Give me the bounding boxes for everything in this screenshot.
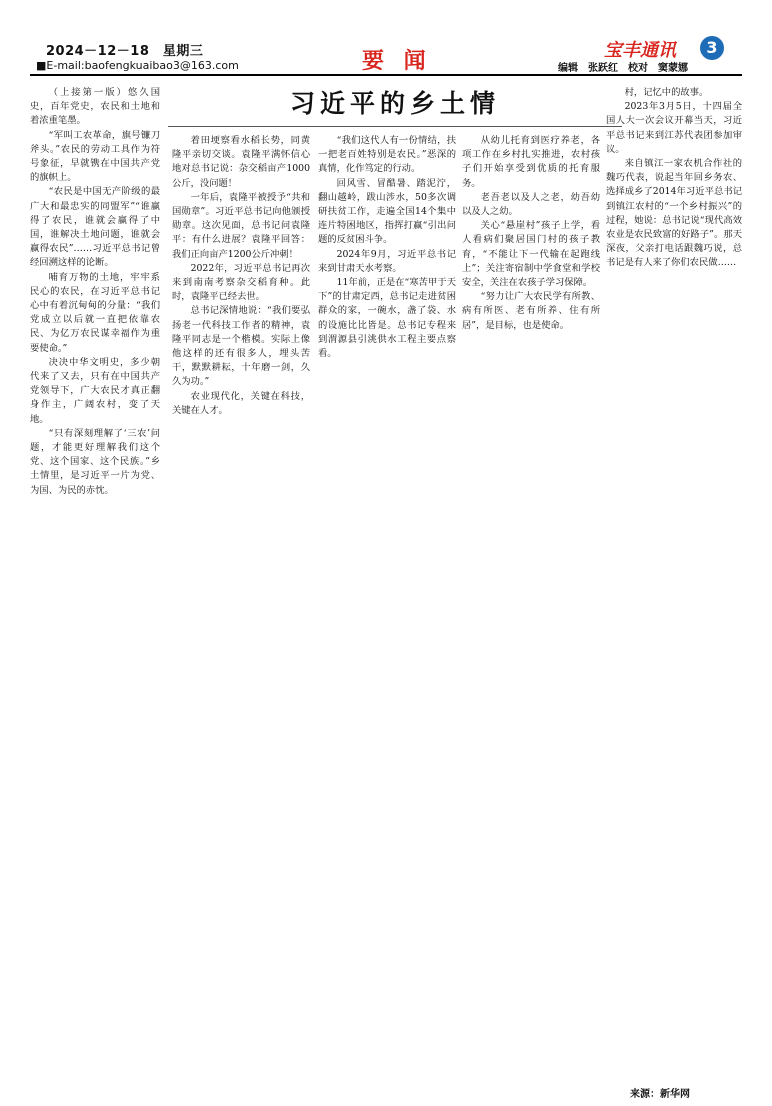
article-paragraph: 总书记深情地说：“我们要弘扬老一代科技工作者的精神，袁隆平同志是一个楷模。实际上像他这样的还有很多人，埋头苦干，默默耕耘，十年磨一剑，久久为功。” [172,305,310,388]
article-paragraph: 哺育万物的土地，牢牢系民心的农民，在习近平总书记心中有着沉甸甸的分量：“我们党成立以后就一直把依靠农民、为亿万农民谋幸福作为重要使命。” [30,271,160,354]
page-number-badge: 3 [700,36,724,60]
section-title: 要 闻 [362,48,432,74]
article-paragraph: “努力让广大农民学有所教、病有所医、老有所养、住有所居”，是目标，也是使命。 [462,291,600,331]
article-title: 习近平的乡土情 [289,89,500,118]
article-paragraph: “军叫工农革命，旗号镰刀斧头。”农民的劳动工具作为符号象征，早就镌在中国共产党的旗帜上。 [30,129,160,184]
article-paragraph: 一年后，袁隆平被授予“共和国勋章”。习近平总书记向他颁授勋章。这次见面，总书记问袁隆平：有什么进展？袁隆平回答：我们正向亩产1200公斤冲刺！ [172,191,310,260]
article-paragraph: 决决中华文明史，多少朝代来了又去，只有在中国共产党领导下，广大农民才真正翻身作主，广阔农村，变了天地。 [30,356,160,425]
article-paragraph: “农民是中国无产阶级的最广大和最忠实的同盟军”“谁赢得了农民，谁就会赢得了中国，谁解决土地问题，谁就会赢得农民”……习近平总书记曾经回溯这样的论断。 [30,186,160,269]
article-paragraph: （上接第一版）悠久国史，百年党史，农民和土地和着浓重笔墨。 [30,87,160,127]
article-paragraph: 着田埂察看水稻长势，同黄隆平亲切交谈。袁隆平满怀信心地对总书记说：杂交稻亩产1000公斤，没问题！ [172,135,310,189]
contact-email: ■E-mail:baofengkuaibao3@163.com [36,59,239,72]
article-column-2 [172,134,310,1081]
article-paragraph: 从幼儿托育到医疗养老，各项工作在乡村扎实推进，农村孩子们开始享受到优质的托育服务。 [462,135,600,189]
article-paragraph: “只有深刻理解了‘三农’问题，才能更好理解我们这个党、这个国家、这个民族。”乡土情里，是习近平一片为党、为国、为民的赤忱。 [30,427,160,496]
editor-credits: 编辑 张跃红 校对 窦蒙娜 [558,63,688,74]
article-column-1 [30,86,160,1081]
article-paragraph: 关心“悬崖村”孩子上学，看人看病们聚居国门村的孩子教育，“不能让下一代输在起跑线上”；关注寄宿制中学食堂和学校安全，关注在农孩子学习保障。 [462,220,600,289]
article-paragraph: 2023年3月5日，十四届全国人大一次会议开幕当天，习近平总书记来到江苏代表团参加审议。 [606,101,742,155]
article-paragraph: “我们这代人有一份情结，扶一把老百姓特别是农民。”恶深的真情，化作笃定的行动。 [318,135,456,175]
page-header [30,34,742,74]
article-paragraph: 回风雪、冒酷暑、踏泥泞，翻山越岭，跋山涉水，50多次调研扶贫工作，走遍全国14个集中连片特困地区，指挥打赢“引出问题的反贫困斗争。 [318,177,456,246]
article-paragraph: 2024年9月，习近平总书记来到甘肃天水考察。 [318,248,456,274]
article-paragraph: 2022年，习近平总书记再次来到南南考察杂交稻育种。此时，袁隆平已经去世。 [172,262,310,303]
article-column-5 [606,86,742,1081]
article-paragraph: 11年前，正是在“寒苦甲于天下”的甘肃定西，总书记走进贫困群众的家，一碗水，盏了袋、水的设施比比皆是。总书记专程来到渭源县引洮供水工程主要点察看。 [318,277,456,360]
article-column-3 [318,134,456,1081]
header-rule [30,74,742,76]
title-underline [168,126,622,127]
article-column-4 [462,134,600,1081]
newspaper-logo: 宝丰通讯 [604,40,676,61]
article-paragraph: 老吾老以及人之老，幼吾幼以及人之幼。 [462,191,600,218]
article-paragraph: 村，记忆中的故事。 [624,87,709,98]
source-credit: 来源：新华网 [630,1089,690,1100]
issue-date: 2024－12－18 星期三 [46,44,204,59]
article-paragraph: 农业现代化，关键在科技，关键在人才。 [172,390,310,416]
article-paragraph: 来自镇江一家农机合作社的魏巧代表，说起当年回乡务农、选择成乡了2014年习近平总书记到镇江农村的“一个乡村振兴”的过程，她说：总书记说“现代高效农业是农民致富的好路子”。那天深夜，父亲打电话跟魏巧说，总书记是有人来了你们农民做…… [606,158,742,269]
